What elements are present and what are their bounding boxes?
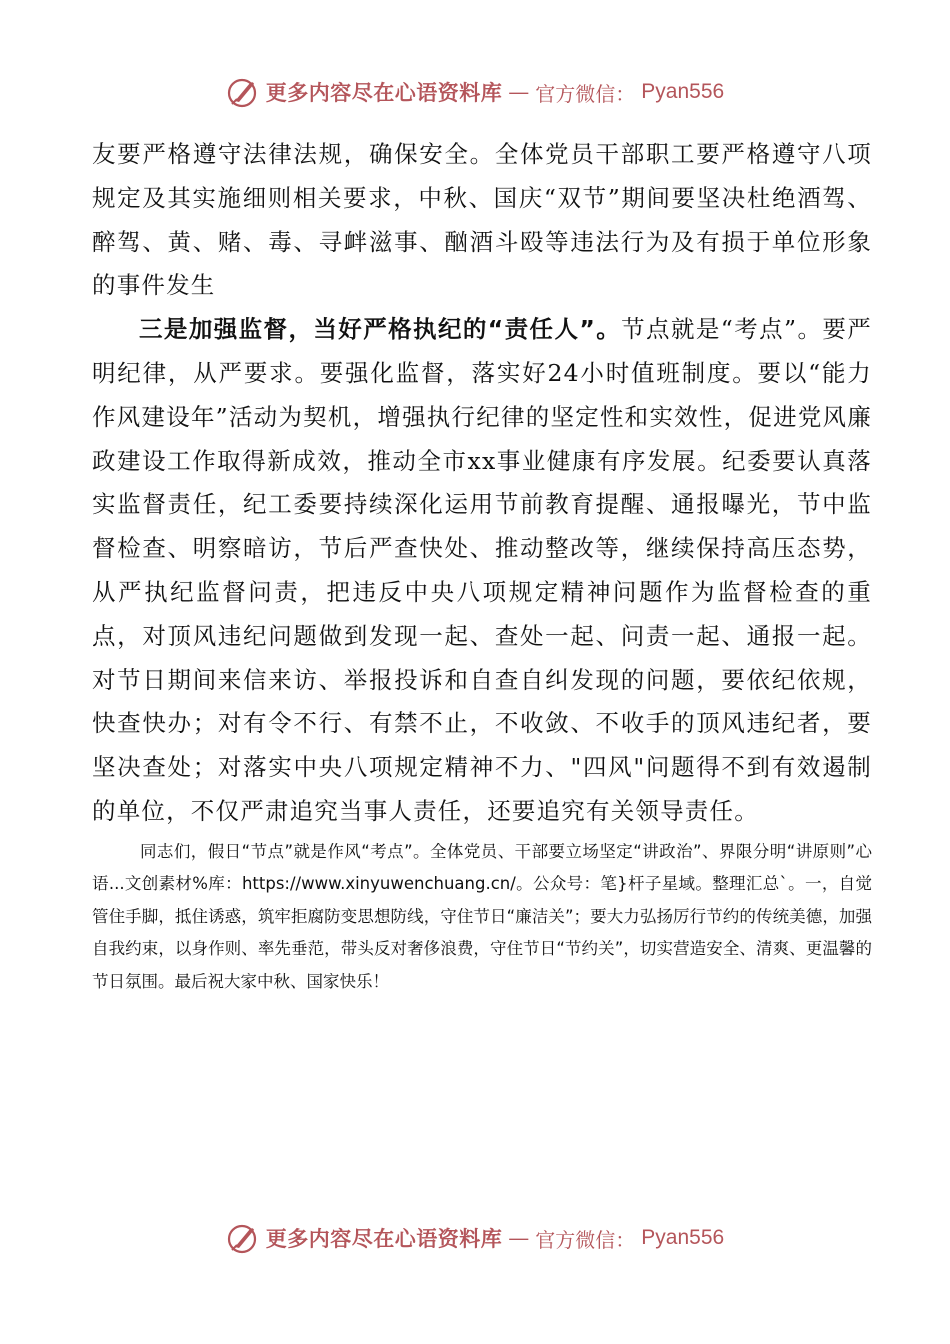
header-wechat-id: Pyan556 (641, 80, 725, 103)
paragraph-2-text: 节点就是“考点”。要严明纪律，从严要求。要强化监督，落实好24小时值班制度。要以“能力作风建设年”活动为契机，增强执行纪律的坚定性和实效性，促进党风廉政建设工作取得新成效，推动全市xx事业健康有序发展。纪委要认真落实监督责任，纪工委要持续深化运用节前教育提醒、通报曝光，节中监督检查、明察暗访，节后严查快处、推动整改等，继续保持高压态势，从严执纪监督问责，把违反中央八项规定精神问题作为监督检查的重点，对顶风违纪问题做到发现一起、查处一起、问责一起、通报一起。对节日期间来信来访、举报投诉和自查自纠发现的问题，要依纪依规，快查快办；对有令不行、有禁不止，不收敛、不收手的顶风违纪者，要坚决查处；对落实中央八项规定精神不力、"四风"问题得不到有效遏制的单位，不仅严肃追究当事人责任，还要追究有关领导责任。 (92, 315, 872, 825)
header-banner (0, 70, 950, 114)
footer-wechat-id: Pyan556 (641, 1226, 725, 1249)
document-body (92, 133, 872, 998)
paragraph-1: 友要严格遵守法律法规，确保安全。全体党员干部职工要严格遵守八项规定及其实施细则相关要求，中秋、国庆“双节”期间要坚决杜绝酒驾、醉驾、黄、赌、毒、寻衅滋事、酗酒斗殴等违法行为及有损于单位形象的事件发生 (92, 140, 872, 300)
quill-logo-icon (226, 1221, 260, 1255)
paragraph-2 (92, 308, 872, 834)
footer-banner (0, 1216, 950, 1260)
header-dash: — (508, 80, 530, 104)
closing-paragraph: 同志们，假日“节点”就是作风“考点”。全体党员、干部要立场坚定“讲政治”、界限分明“讲原则”心语...文创素材%库：https://www.xinyuwenchuang.cn/。公众号：笔}杆子星域。整理汇总`。一，自觉管住手脚，抵住诱惑，筑牢拒腐防变思想防线，守住节日“廉洁关”；要大力弘扬厉行节约的传统美德，加强自我约束，以身作则、率先垂范，带头反对奢侈浪费，守住节日“节约关”，切实营造安全、清爽、更温馨的节日氛围。最后祝大家中秋、国家快乐！ (92, 841, 872, 991)
footer-brand-text: 更多内容尽在心语资料库 (265, 1226, 503, 1251)
paragraph-2-heading: 三是加强监督，当好严格执纪的“责任人”。 (139, 315, 622, 344)
header-wechat-label: 官方微信： (535, 81, 636, 106)
footer-dash: — (508, 1226, 530, 1250)
header-brand-text: 更多内容尽在心语资料库 (265, 80, 503, 105)
footer-wechat-label: 官方微信： (535, 1227, 636, 1252)
quill-logo-icon (226, 75, 260, 109)
